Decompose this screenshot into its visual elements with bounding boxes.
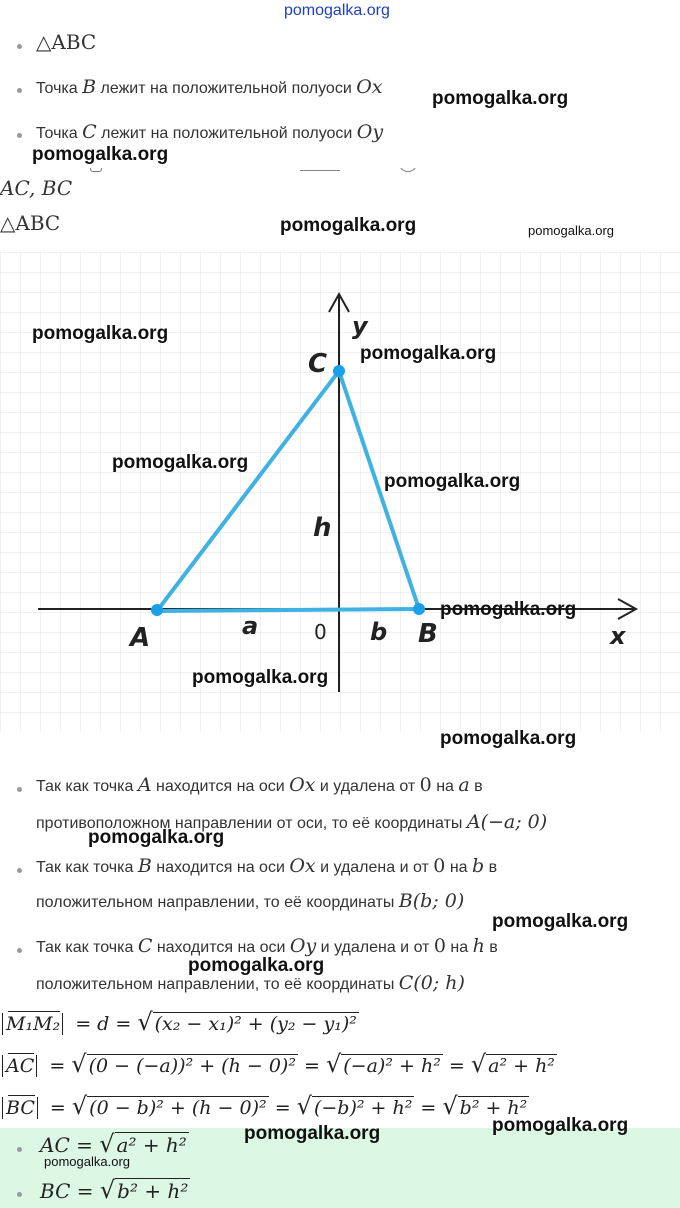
bullet	[17, 1192, 22, 1197]
watermark: pomogalka.org	[192, 667, 329, 688]
watermark: pomogalka.org	[492, 1115, 629, 1136]
bullet	[17, 948, 22, 953]
list-item-coord-a-line1: Так как точка A находится на оси Ox и удалена от 0 на a в	[36, 774, 483, 796]
label-x: x	[610, 622, 626, 650]
bullet	[17, 1147, 22, 1152]
point-b	[413, 603, 425, 615]
bullet	[17, 44, 22, 49]
list-item-coord-a-line2: противоположном направлении от оси, то её координаты A(−a; 0)	[36, 811, 548, 833]
watermark: pomogalka.org	[492, 911, 629, 932]
list-item-point-b: Точка B лежит на положительной полуоси Ox	[36, 76, 383, 98]
watermark-top[interactable]: pomogalka.org	[284, 2, 390, 19]
watermark: pomogalka.org	[384, 471, 521, 492]
formula-ac: AC = √ (0 − (−a))² + (h − 0)² = √ (−a)² + h² = √ a² + h²	[2, 1050, 557, 1078]
label-a-length: a	[242, 612, 259, 640]
label-c: C	[308, 349, 328, 379]
watermark: pomogalka.org	[112, 452, 249, 473]
watermark: pomogalka.org	[188, 955, 325, 976]
watermark: pomogalka.org	[244, 1123, 381, 1144]
watermark: pomogalka.org	[432, 88, 569, 109]
watermark: pomogalka.org	[280, 215, 417, 236]
watermark: pomogalka.org	[440, 599, 577, 620]
label-b-length: b	[370, 618, 388, 646]
watermark: pomogalka.org	[32, 323, 169, 344]
list-item-triangle: △ABC	[36, 30, 97, 54]
label-origin: 0	[314, 620, 327, 644]
list-item-point-c: Точка C лежит на положительной полуоси Oy	[36, 121, 384, 143]
point-c	[333, 365, 345, 377]
watermark: pomogalka.org	[440, 728, 577, 749]
bullet	[17, 787, 22, 792]
cut-text-fragment	[0, 168, 680, 174]
label-h-height: h	[313, 513, 332, 543]
list-item-coord-b-line1: Так как точка B находится на оси Ox и удалена и от 0 на b в	[36, 855, 498, 877]
watermark: pomogalka.org	[528, 223, 614, 238]
triangle-abc-label: △ABC	[0, 211, 61, 235]
point-a	[151, 604, 163, 616]
formula-bc: BC = √ (0 − b)² + (h − 0)² = √ (−b)² + h² = √ b² + h²	[2, 1092, 529, 1120]
answer-bc: BC = √ b² + h²	[40, 1176, 189, 1204]
answer-ac: AC = √ a² + h²	[40, 1130, 187, 1158]
formula-distance: M₁M₂ = d = √ (x₂ − x₁)² + (y₂ − y₁)²	[2, 1008, 359, 1036]
bullet	[17, 868, 22, 873]
label-b: B	[418, 619, 438, 649]
label-y: y	[352, 312, 368, 340]
watermark: pomogalka.org	[32, 144, 169, 165]
watermark: pomogalka.org	[88, 827, 225, 848]
bullet	[17, 133, 22, 138]
bullet	[17, 88, 22, 93]
list-item-coord-c-line2: положительном направлении, то её координаты C(0; h)	[36, 972, 465, 994]
list-item-coord-b-line2: положительном направлении, то её координаты B(b; 0)	[36, 890, 465, 912]
label-a: A	[130, 623, 151, 653]
watermark: pomogalka.org	[360, 343, 497, 364]
segments-ac-bc: AC, BC	[0, 176, 73, 200]
list-item-coord-c-line1: Так как точка C находится на оси Oy и удалена и от 0 на h в	[36, 935, 498, 957]
watermark: pomogalka.org	[44, 1154, 130, 1169]
